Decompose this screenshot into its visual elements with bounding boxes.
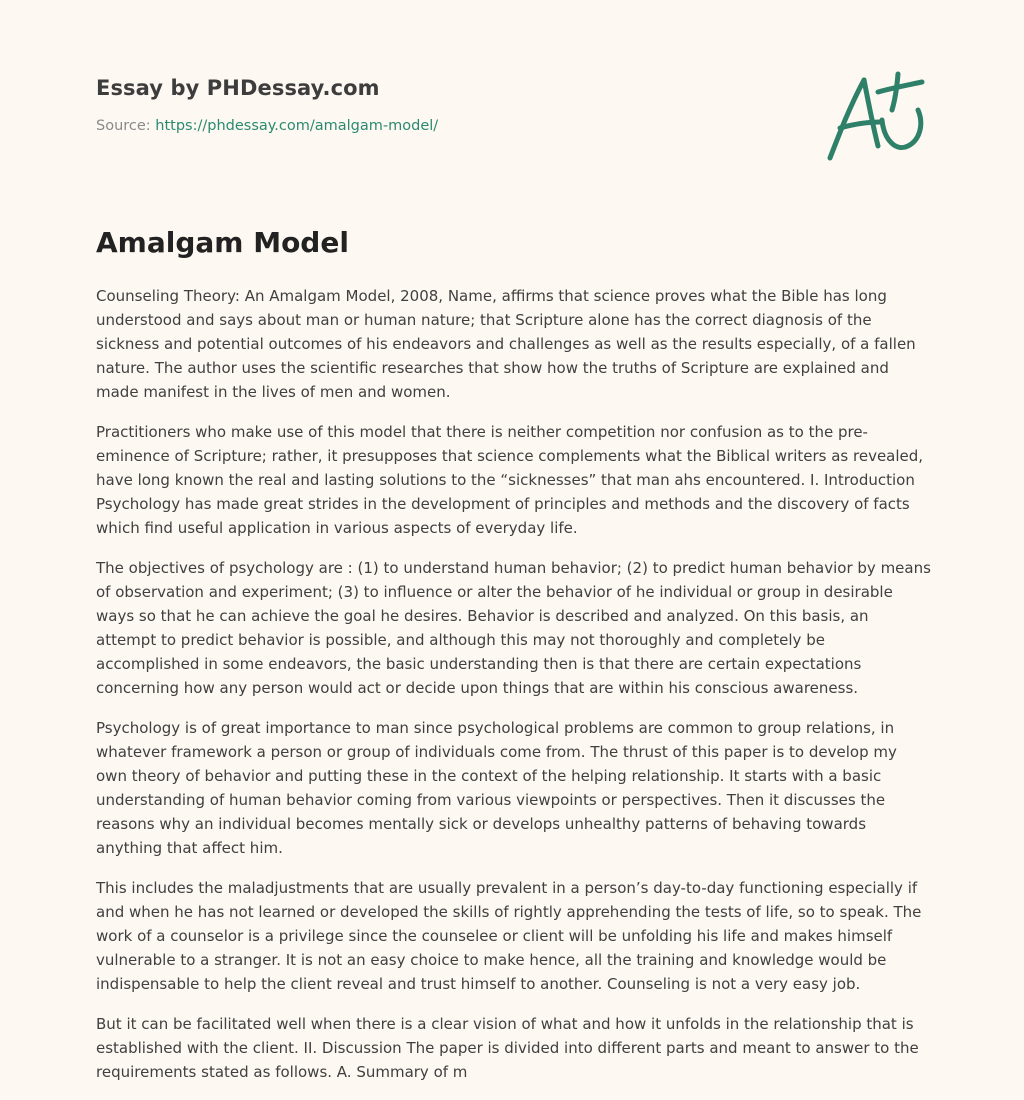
page-title: Amalgam Model <box>96 226 349 259</box>
paragraph: The objectives of psychology are : (1) to understand human behavior; (2) to predict human behavior by means of observation and experiment; (3) to influence or alter the behavior of he individual or group in desirable ways so that he can achieve the goal he desires. Behavior is described and analyzed. On this basis, an attempt to predict behavior is possible, and although this may not thoroughly and completely be accomplished in some endeavors, the basic understanding then is that there are certain expectations concerning how any person would act or decide upon things that are within his conscious awareness. <box>96 559 931 697</box>
source-label: Source: <box>96 118 156 134</box>
paragraph: Practitioners who make use of this model that there is neither competition nor confusion as to the pre-eminence of Scripture; rather, it presupposes that science complements what the Biblical writers as revealed, have long known the real and lasting solutions to the “sicknesses” that man ahs encountered. I. Introduction Psychology has made great strides in the development of principles and methods and the discovery of facts which find useful application in various aspects of everyday life. <box>96 423 924 537</box>
header <box>96 76 928 134</box>
paragraph: Psychology is of great importance to man since psychological problems are common to group relations, in whatever framework a person or group of individuals come from. The thrust of this paper is to develop my own theory of behavior and putting these in the context of the helping relationship. It starts with a basic understanding of human behavior coming from various viewpoints or perspectives. Then it discusses the reasons why an individual becomes mentally sick or develops unhealthy patterns of behaving towards anything that affect him. <box>96 719 897 857</box>
paragraph: But it can be facilitated well when there is a clear vision of what and how it unfolds in the relationship that is established with the client. II. Discussion The paper is divided into different parts and meant to answer to the requirements stated as follows. A. Summary of m <box>96 1015 919 1081</box>
source-link[interactable]: https://phdessay.com/amalgam-model/ <box>155 118 439 134</box>
paragraph: Counseling Theory: An Amalgam Model, 2008, Name, affirms that science proves what the Bible has long understood and says about man or human nature; that Scripture alone has the correct diagnosis of the sickness and potential outcomes of his endeavors and challenges as well as the results especially, of a fallen nature. The author uses the scientific researches that show how the truths of Scripture are explained and made manifest in the lives of men and women. <box>96 287 916 401</box>
paragraph: This includes the maladjustments that are usually prevalent in a person’s day-to-day functioning especially if and when he has not learned or developed the skills of rightly apprehending the tests of life, so to speak. The work of a counselor is a privilege since the counselee or client will be unfolding his life and makes himself vulnerable to a stranger. It is not an easy choice to make hence, all the training and knowledge would be indispensable to help the client reveal and trust himself to another. Counseling is not a very easy job. <box>96 879 922 993</box>
source-line <box>96 118 928 134</box>
article-body <box>96 284 932 1100</box>
brand-title: Essay by PHDessay.com <box>96 76 380 100</box>
a-plus-logo-icon <box>818 66 930 166</box>
